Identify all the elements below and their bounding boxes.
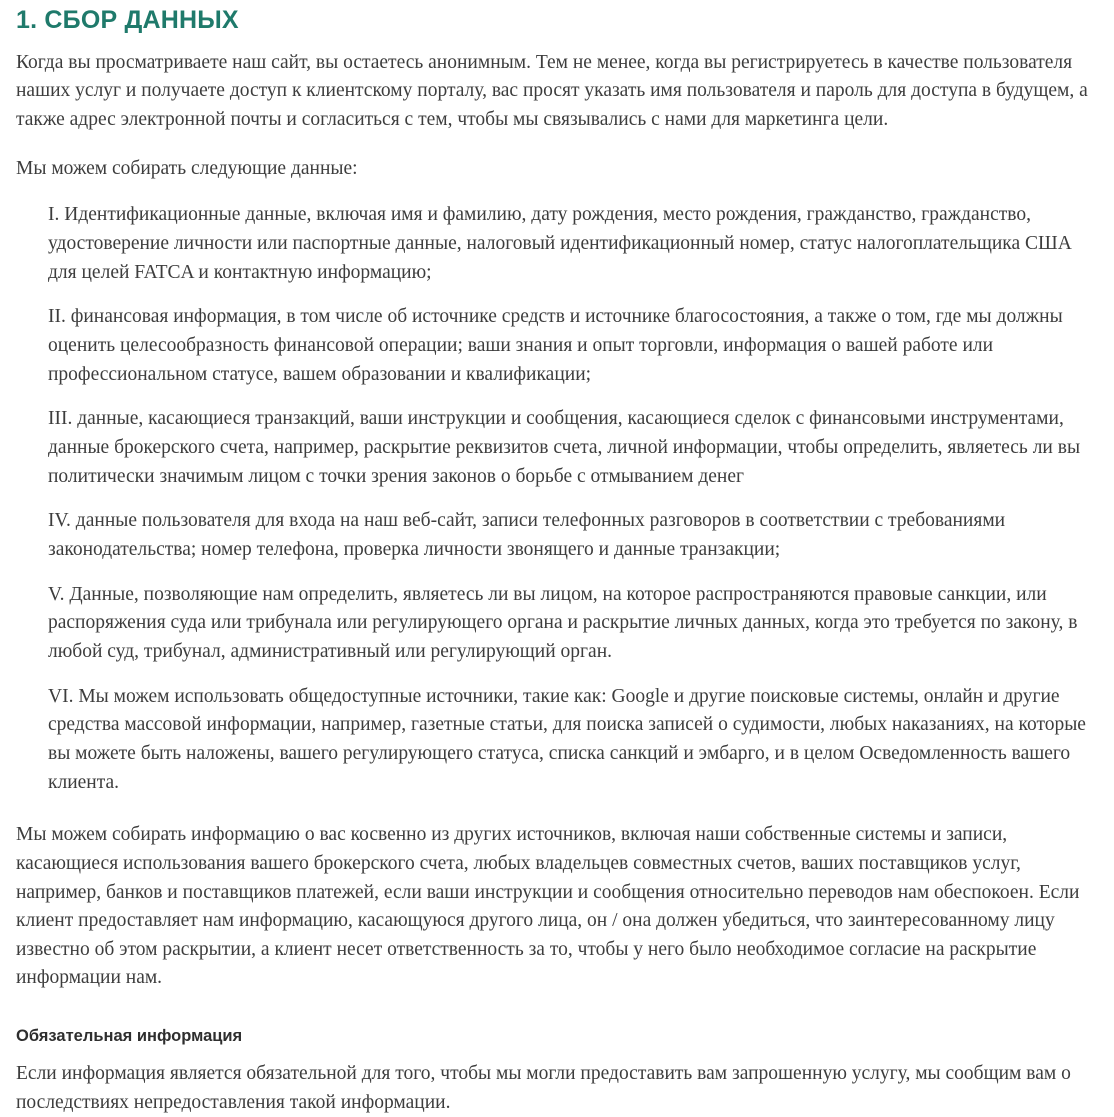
list-item: VI. Мы можем использовать общедоступные источники, такие как: Google и другие поисковые системы, онлайн и другие средства массовой информации, например, газетные статьи, для поиска записей о судимости, любых наказаниях, на которые вы можете быть наложены, вашего регулирующего статуса, списка санкций и эмбарго, и в целом Осведомленность вашего клиента. bbox=[48, 685, 1086, 793]
intro-block bbox=[16, 49, 1098, 184]
list-item: I. Идентификационные данные, включая имя и фамилию, дату рождения, место рождения, гражданство, гражданство, удостоверение личности или паспортные данные, налоговый идентификационный номер, статус налогоплательщика США для целей FATCA и контактную информацию; bbox=[48, 204, 1072, 283]
privacy-policy-document bbox=[0, 6, 1114, 1117]
indirect-sources-paragraph: Мы можем собирать информацию о вас косвенно из других источников, включая наши собственные системы и записи, касающиеся использования вашего брокерского счета, любых владельцев совместных счетов, ваших поставщиков услуг, например, банков и поставщиков платежей, если ваши инструкции и сообщения относительно переводов нам обеспокоен. Если клиент предоставляет нам информацию, касающуюся другого лица, он / она должен убедиться, что заинтересованному лицу известно об этом раскрытии, а клиент несет ответственность за то, чтобы у него было необходимое согласие на раскрытие информации нам. bbox=[16, 824, 1080, 989]
intro-paragraph: Когда вы просматриваете наш сайт, вы остаетесь анонимным. Тем не менее, когда вы регистрируетесь в качестве пользователя наших услуг и получаете доступ к клиентскому порталу, вас просят указать имя пользователя и пароль для доступа в будущем, а также адрес электронной почты и согласиться с тем, чтобы мы связывались с нами для маркетинга цели. bbox=[16, 51, 1088, 131]
list-item: IV. данные пользователя для входа на наш веб-сайт, записи телефонных разговоров в соответствии с требованиями законодательства; номер телефона, проверка личности звонящего и данные транзакции; bbox=[48, 510, 1006, 560]
mandatory-information-block bbox=[16, 1060, 1098, 1117]
list-item: II. финансовая информация, в том числе об источнике средств и источнике благосостояния, а также о том, где мы должны оценить целесообразность финансовой операции; ваши знания и опыт торговли, информация о вашей работе или профессиональном статусе, вашем образовании и квалификации; bbox=[48, 306, 1063, 385]
mandatory-information-heading: Обязательная информация bbox=[16, 1027, 243, 1046]
collected-data-list bbox=[16, 201, 1098, 797]
list-item: V. Данные, позволяющие нам определить, являетесь ли вы лицом, на которое распространяются правовые санкции, или распоряжения суда или трибунала или регулирующего органа и раскрытие личных данных, когда это требуется по закону, в любой суд, трибунал, административный или регулирующий орган. bbox=[48, 583, 1078, 662]
list-intro-paragraph: Мы можем собирать следующие данные: bbox=[16, 157, 358, 179]
page-title: 1. СБОР ДАННЫХ bbox=[16, 6, 239, 34]
mandatory-information-paragraph: Если информация является обязательной для того, чтобы мы могли предоставить вам запрошенную услугу, мы сообщим вам о последствиях непредоставления такой информации. bbox=[16, 1063, 1071, 1113]
list-item: III. данные, касающиеся транзакций, ваши инструкции и сообщения, касающиеся сделок с финансовыми инструментами, данные брокерского счета, например, раскрытие реквизитов счета, личной информации, чтобы определить, являетесь ли вы политически значимым лицом с точки зрения законов о борьбе с отмыванием денег bbox=[48, 408, 1081, 487]
